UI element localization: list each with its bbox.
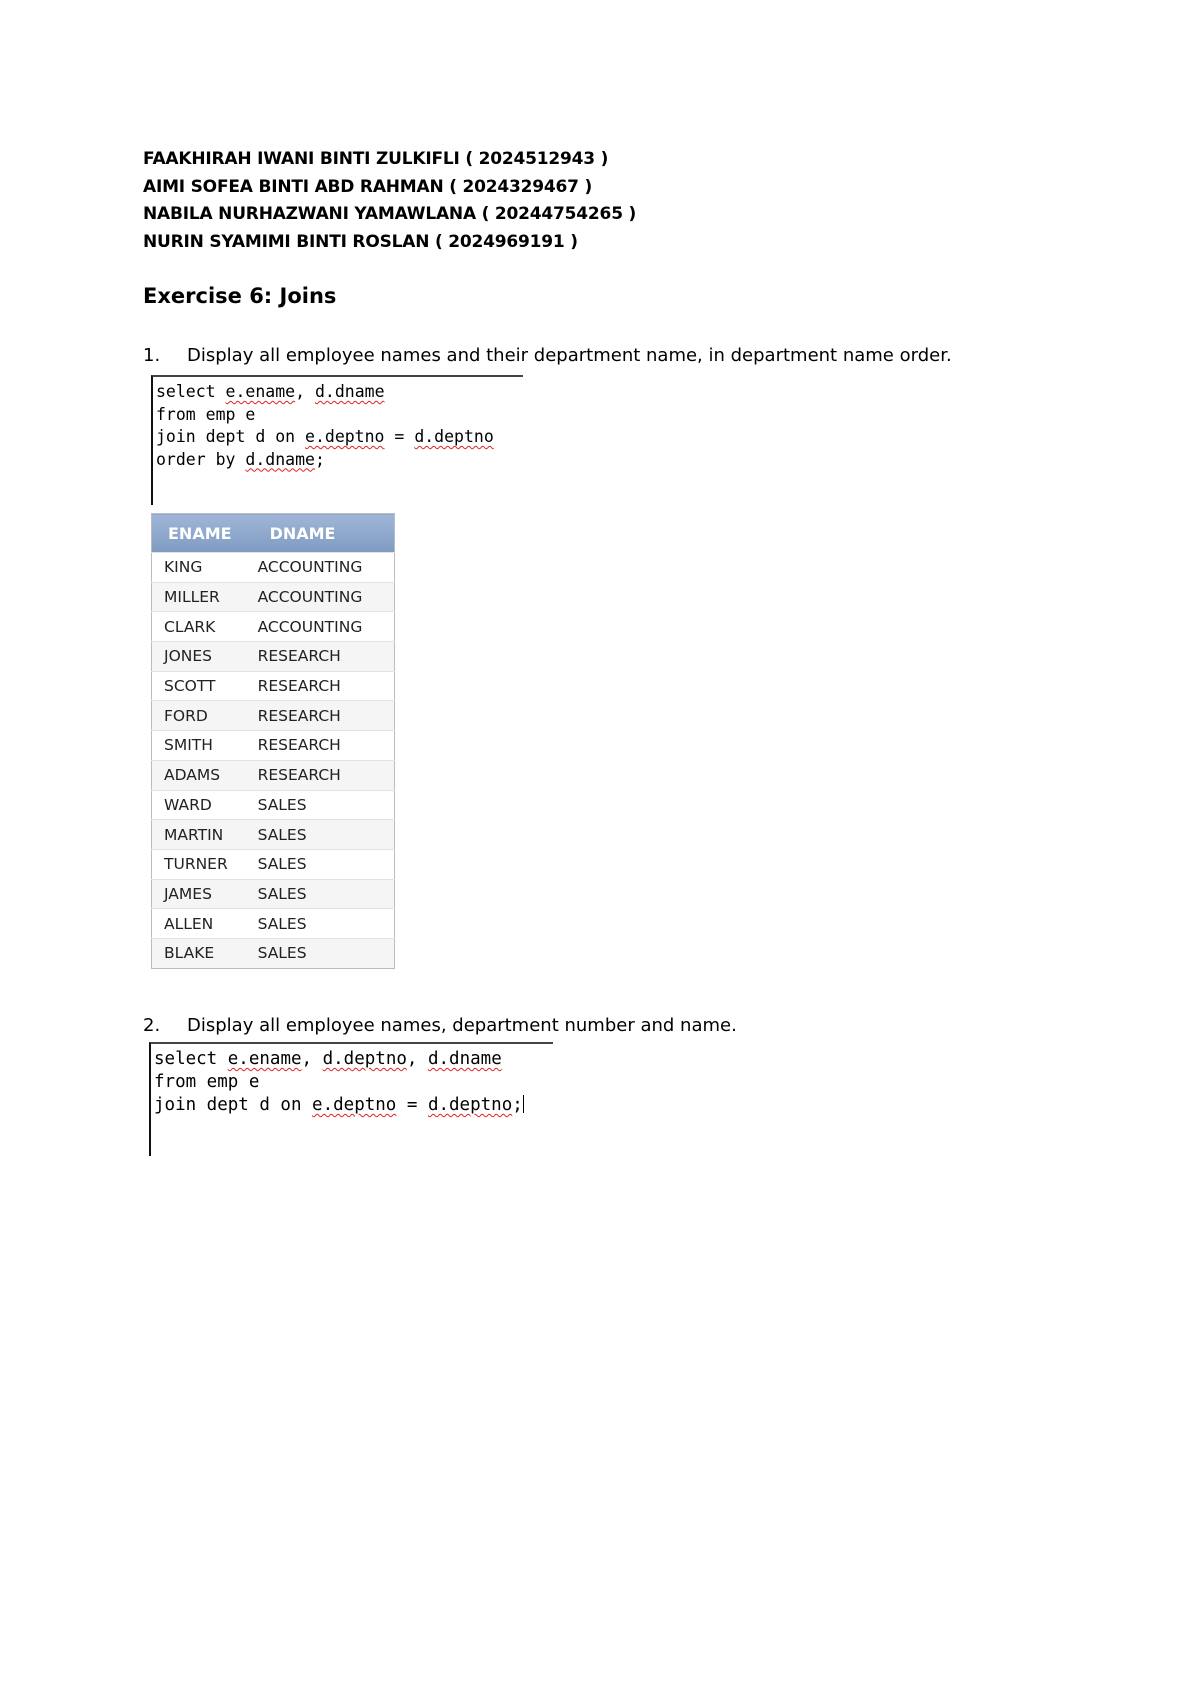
cell-dname: SALES: [246, 938, 395, 968]
code-token: d.deptno: [414, 427, 494, 446]
column-header-dname[interactable]: DNAME: [246, 514, 395, 553]
cell-ename: MARTIN: [152, 820, 246, 850]
table-row: [152, 612, 395, 642]
code-token: ;: [314, 449, 325, 469]
code-line: [154, 1094, 553, 1117]
sql-code-block-1: [151, 375, 523, 505]
cell-dname: RESEARCH: [246, 731, 395, 761]
cell-dname: ACCOUNTING: [246, 612, 395, 642]
cell-dname: SALES: [246, 849, 395, 879]
code-token: join dept d on: [156, 427, 306, 446]
code-token: order by: [156, 449, 246, 469]
table-row: [152, 553, 395, 583]
question-2: [143, 1015, 737, 1036]
table-body: [152, 553, 395, 969]
question-number: 2.: [143, 1015, 161, 1036]
code-line: [156, 449, 523, 472]
cell-ename: MILLER: [152, 582, 246, 612]
cell-dname: SALES: [246, 790, 395, 820]
cell-dname: RESEARCH: [246, 671, 395, 701]
question-1: [143, 345, 952, 366]
table-row: [152, 760, 395, 790]
author-name: NURIN SYAMIMI BINTI ROSLAN ( 2024969191 ): [143, 231, 578, 252]
query-result-table: [151, 513, 395, 969]
code-token: =: [396, 1095, 428, 1115]
code-token: select: [156, 382, 226, 401]
cell-ename: TURNER: [152, 849, 246, 879]
table-row: [152, 582, 395, 612]
code-token: d.dname: [245, 449, 315, 469]
table-row: [152, 671, 395, 701]
code-token: select: [154, 1049, 228, 1069]
author-list: [143, 146, 636, 256]
code-token: d.dname: [314, 382, 385, 401]
table-row: [152, 820, 395, 850]
cell-dname: SALES: [246, 879, 395, 909]
author-name: NABILA NURHAZWANI YAMAWLANA ( 20244754265 ): [143, 204, 637, 224]
code-token: e.deptno: [312, 1095, 397, 1115]
cell-ename: WARD: [152, 790, 246, 820]
table-row: [152, 879, 395, 909]
cell-dname: RESEARCH: [246, 642, 395, 672]
text-cursor: [523, 1095, 524, 1113]
code-token: join dept d on: [154, 1095, 313, 1115]
code-token: e.ename: [225, 382, 296, 401]
code-token: ,: [406, 1049, 428, 1069]
cell-dname: SALES: [246, 909, 395, 939]
code-token: ,: [295, 382, 315, 401]
cell-ename: SMITH: [152, 731, 246, 761]
cell-ename: JONES: [152, 642, 246, 672]
cell-dname: RESEARCH: [246, 760, 395, 790]
cell-ename: BLAKE: [152, 938, 246, 968]
rows-returned-caption: [151, 972, 351, 978]
table-row: [152, 909, 395, 939]
cell-ename: ADAMS: [152, 760, 246, 790]
code-token: e.ename: [227, 1049, 302, 1069]
column-header-ename[interactable]: ENAME: [152, 514, 246, 553]
author-name: FAAKHIRAH IWANI BINTI ZULKIFLI ( 2024512943 ): [143, 149, 609, 169]
cell-ename: KING: [152, 553, 246, 583]
table-header-row: [152, 514, 395, 553]
table-row: [152, 701, 395, 731]
cell-ename: FORD: [152, 701, 246, 731]
question-number: 1.: [143, 345, 161, 366]
cell-dname: RESEARCH: [246, 701, 395, 731]
code-token: e.deptno: [305, 427, 385, 446]
code-token: d.dname: [427, 1049, 502, 1069]
cell-ename: ALLEN: [152, 909, 246, 939]
cell-ename: CLARK: [152, 612, 246, 642]
sql-code-block-2: [149, 1042, 553, 1156]
cell-ename: SCOTT: [152, 671, 246, 701]
code-token: d.deptno: [427, 1095, 513, 1115]
table-row: [152, 790, 395, 820]
author-name: AIMI SOFEA BINTI ABD RAHMAN ( 2024329467 ): [143, 176, 593, 197]
table-row: [152, 642, 395, 672]
code-token: =: [384, 427, 415, 446]
cell-dname: ACCOUNTING: [246, 553, 395, 583]
cell-dname: ACCOUNTING: [246, 582, 395, 612]
cell-ename: JAMES: [152, 879, 246, 909]
code-line: from emp e: [156, 404, 256, 424]
code-token: ,: [301, 1049, 323, 1069]
code-line: [154, 1048, 553, 1071]
exercise-heading: Exercise 6: Joins: [143, 284, 337, 308]
code-line: [156, 426, 523, 449]
code-line: [156, 381, 523, 404]
code-line: from emp e: [154, 1072, 260, 1092]
code-token: d.deptno: [322, 1049, 407, 1069]
table-row: [152, 849, 395, 879]
table-row: [152, 938, 395, 968]
question-text: Display all employee names, department number and name.: [187, 1015, 737, 1036]
table-row: [152, 731, 395, 761]
code-token: ;: [512, 1095, 523, 1115]
question-text: Display all employee names and their department name, in department name order.: [187, 345, 952, 366]
cell-dname: SALES: [246, 820, 395, 850]
